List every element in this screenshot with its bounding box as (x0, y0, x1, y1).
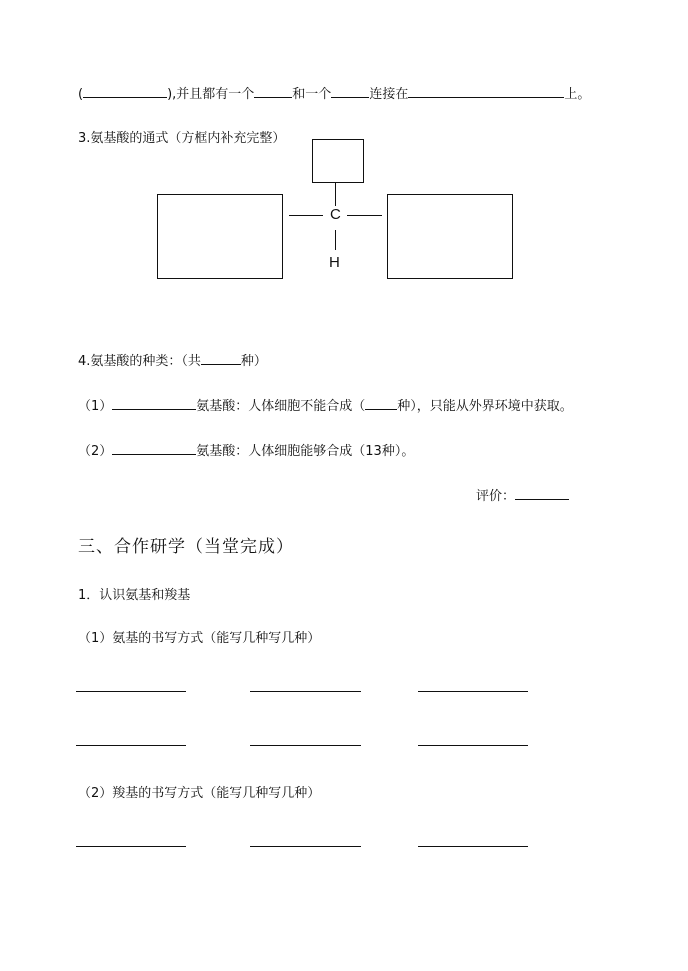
blank-1[interactable] (83, 85, 167, 98)
blank-q4-1-count[interactable] (365, 397, 397, 410)
bond-right (347, 215, 382, 216)
answer-line[interactable] (418, 846, 528, 847)
part-2-title: （2）羧基的书写方式（能写几种写几种） (78, 786, 321, 801)
blank-q4-1-type[interactable] (112, 397, 196, 410)
answer-line[interactable] (76, 691, 186, 692)
answer-line[interactable] (418, 691, 528, 692)
answer-line[interactable] (76, 745, 186, 746)
blank-q4-count[interactable] (201, 352, 241, 365)
bond-top (335, 183, 336, 206)
blank-2[interactable] (254, 85, 292, 98)
bond-bottom (335, 230, 336, 250)
q3-title: 3.氨基酸的通式（方框内补充完整） (78, 131, 286, 146)
evaluation-blank[interactable] (515, 487, 569, 500)
left-box[interactable] (157, 194, 283, 279)
answer-line[interactable] (250, 745, 361, 746)
answer-line[interactable] (250, 691, 361, 692)
part-1-title: （1）氨基的书写方式（能写几种写几种） (78, 631, 321, 646)
fill-in-line-1: ( ),并且都有一个 和一个 连接在 上。 (78, 87, 591, 102)
blank-3[interactable] (331, 85, 369, 98)
section-sub-1: 1．认识氨基和羧基 (78, 588, 191, 603)
bond-left (289, 215, 323, 216)
answer-line[interactable] (418, 745, 528, 746)
blank-q4-2-type[interactable] (112, 442, 196, 455)
carbon-atom: C (330, 206, 341, 223)
q4-title: 4.氨基酸的种类：（共 种） (78, 354, 267, 369)
evaluation: 评价： (476, 485, 569, 504)
answer-line[interactable] (76, 846, 186, 847)
q4-item-1: （1） 氨基酸：人体细胞不能合成（ 种），只能从外界环境中获取。 (78, 399, 573, 414)
section-heading: 三、合作研学（当堂完成） (78, 537, 294, 557)
top-box[interactable] (312, 139, 364, 183)
hydrogen-atom: H (329, 254, 340, 271)
answer-line[interactable] (250, 846, 361, 847)
right-box[interactable] (387, 194, 513, 279)
blank-4[interactable] (408, 85, 564, 98)
q4-item-2: （2） 氨基酸：人体细胞能够合成（13种）。 (78, 444, 415, 459)
